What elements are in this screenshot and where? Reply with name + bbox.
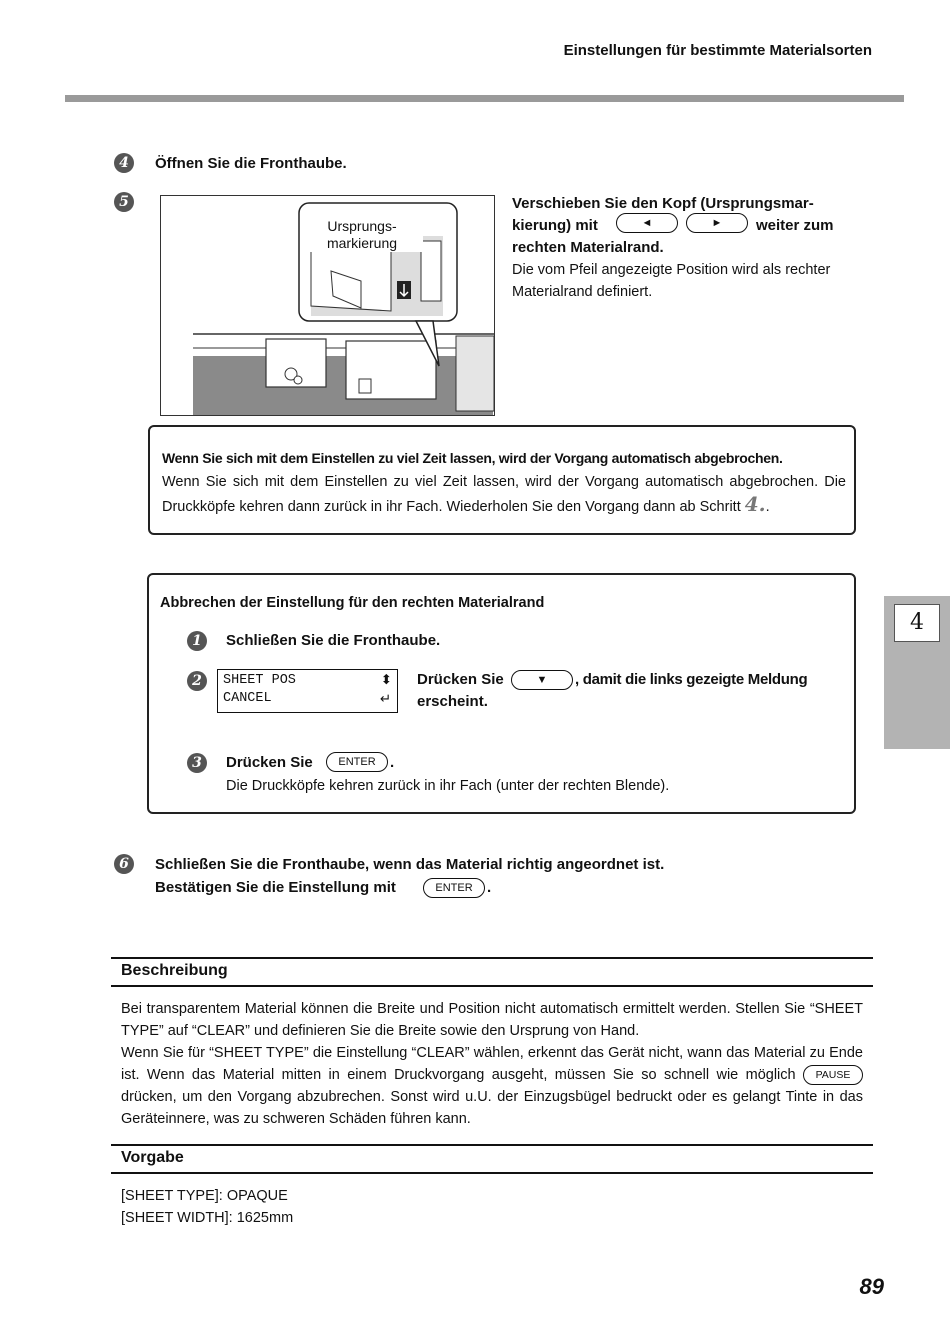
lcd-line-1: SHEET POS	[223, 673, 296, 688]
step-6-number: 6	[114, 854, 134, 874]
cancel-box-title: Abbrechen der Einstellung für den rechten Materialrand	[160, 595, 545, 611]
timeout-note-end: .	[765, 499, 770, 515]
cancel-step-1-text: Schließen Sie die Fronthaube.	[226, 632, 441, 649]
cancel-step-3-text-b: .	[390, 754, 395, 771]
lcd-line-2: CANCEL	[223, 691, 272, 706]
running-header: Einstellungen für bestimmte Materialsorten	[563, 42, 872, 59]
beschreibung-header	[111, 957, 873, 987]
beschreibung-p2b: drücken, um den Vorgang abzubrechen. Sonst wird u.U. der Einzugsbügel bedruckt oder es gelangt Tinte in das Geräteinnere, was zu schweren Schäden führen kann.	[121, 1089, 863, 1127]
cancel-step-2-text-b: , damit die links gezeigte Meldung	[575, 671, 808, 688]
enter-key-icon: ENTER	[326, 752, 388, 772]
right-arrow-key-icon: ►	[686, 213, 748, 233]
timeout-note-bold: Wenn Sie sich mit dem Einstellen zu viel Zeit lassen, wird der Vorgang automatisch abgebrochen.	[162, 450, 783, 466]
cancel-step-3-text-a: Drücken Sie	[226, 754, 313, 771]
cancel-step-2-text-a: Drücken Sie	[417, 671, 504, 688]
left-arrow-key-icon: ◄	[616, 213, 678, 233]
cancel-step-3-body: Die Druckköpfe kehren zurück in ihr Fach (unter der rechten Blende).	[226, 778, 670, 794]
enter-return-icon: ↵	[379, 691, 391, 707]
header-rule	[65, 95, 904, 102]
beschreibung-p2-wrap	[121, 1042, 863, 1130]
lcd-display	[217, 669, 398, 713]
up-down-icon: ⬍	[380, 672, 392, 688]
step-5-number: 5	[114, 192, 134, 212]
down-arrow-key-icon: ▼	[511, 670, 573, 690]
vorgabe-line2: [SHEET WIDTH]: 1625mm	[121, 1210, 294, 1226]
timeout-note-body-wrap	[162, 471, 846, 518]
step-5-heading-line1: Verschieben Sie den Kopf (Ursprungsmar-	[512, 195, 814, 212]
cancel-step-1-number: 1	[187, 631, 207, 651]
printer-head-illustration	[160, 195, 495, 416]
beschreibung-p2a: Wenn Sie für “SHEET TYPE” die Einstellung “CLEAR” wählen, erkennt das Gerät nicht, wann das Material zu Ende ist. Wenn das Material mitten in einem Druckvorgang ausgeht, müssen Sie so schnell wie möglich	[121, 1045, 863, 1083]
vorgabe-header	[111, 1144, 873, 1174]
pause-key-icon: PAUSE	[803, 1065, 863, 1085]
step-5-heading-line2: kierung) mit	[512, 217, 598, 234]
page-number: 89	[859, 1274, 884, 1299]
step-4-number: 4	[114, 153, 134, 173]
step-5-body: Die vom Pfeil angezeigte Position wird als rechter Materialrand definiert.	[512, 262, 831, 300]
step-6-line1: Schließen Sie die Fronthaube, wenn das Material richtig angeordnet ist.	[155, 856, 665, 873]
enter-key-icon-2: ENTER	[423, 878, 485, 898]
vorgabe-title: Vorgabe	[121, 1149, 184, 1166]
step-reference: 4.	[744, 492, 766, 516]
vorgabe-line1: [SHEET TYPE]: OPAQUE	[121, 1188, 288, 1204]
cancel-step-2-text-c: erscheint.	[417, 693, 488, 710]
step-5-heading-line2-end: weiter zum	[756, 217, 834, 234]
beschreibung-title: Beschreibung	[121, 962, 228, 979]
step-6-end: .	[487, 879, 492, 896]
step-6-line2: Bestätigen Sie die Einstellung mit	[155, 879, 396, 896]
cancel-step-3-number: 3	[187, 753, 207, 773]
origin-mark-callout: Ursprungs- markierung	[301, 218, 423, 252]
beschreibung-p1: Bei transparentem Material können die Breite und Position nicht automatisch ermittelt werden. Stellen Sie “SHEET TYPE” auf “CLEAR” und definieren Sie die Breite sowie den Ursprung von Hand.	[121, 1001, 863, 1039]
step-5-heading-line3: rechten Materialrand.	[512, 239, 664, 256]
chapter-tab-number: 4	[894, 604, 940, 642]
step-4-text: Öffnen Sie die Fronthaube.	[155, 155, 347, 172]
cancel-step-2-number: 2	[187, 671, 207, 691]
timeout-note-box	[148, 425, 856, 535]
timeout-note-body: Wenn Sie sich mit dem Einstellen zu viel Zeit lassen, wird der Vorgang automatisch abgebrochen. Die Druckköpfe kehren dann zurück in ihr Fach. Wiederholen Sie den Vorgang dann ab Schritt	[162, 474, 846, 515]
chapter-tab	[884, 596, 950, 749]
